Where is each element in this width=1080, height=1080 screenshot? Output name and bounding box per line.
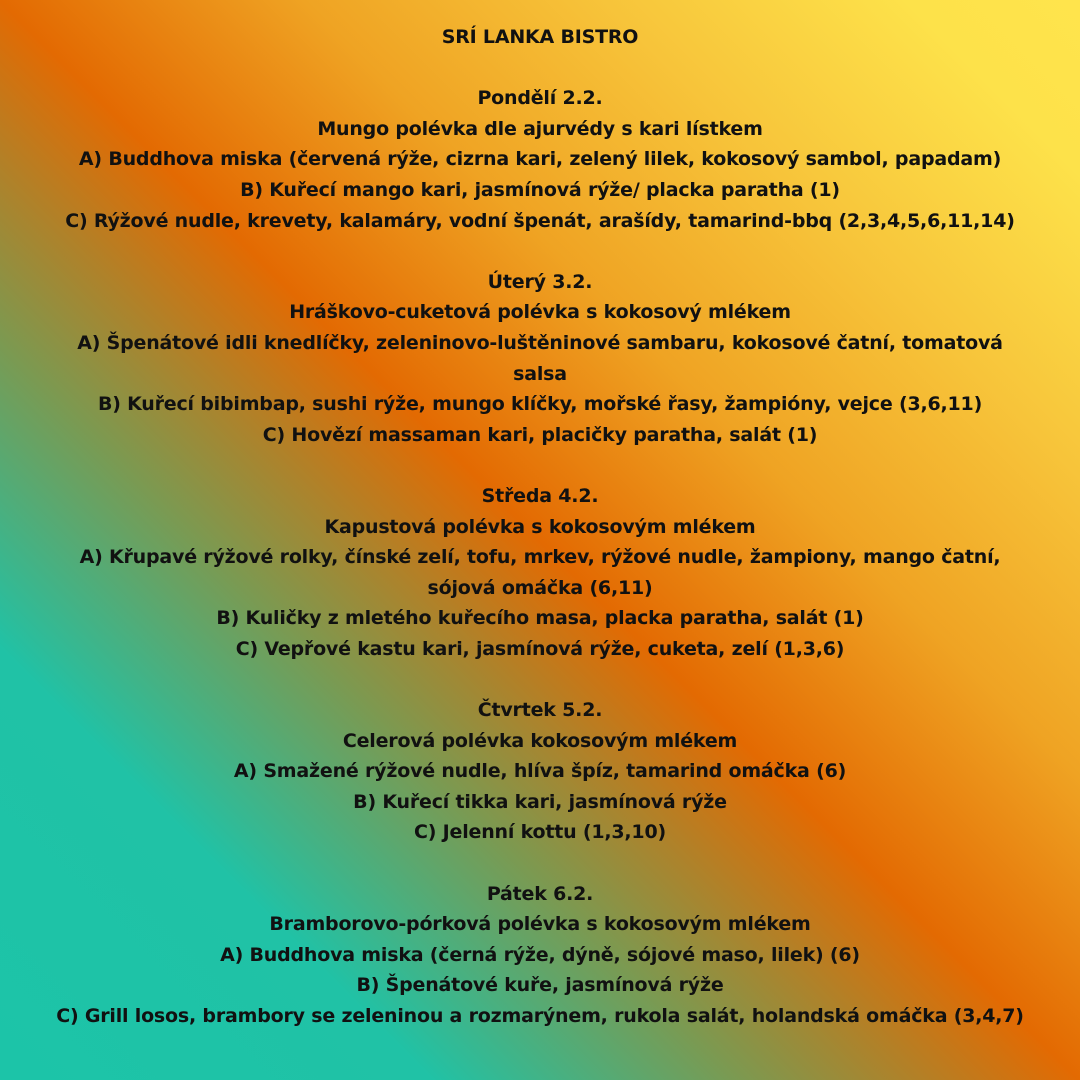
day-thursday (0, 695, 1080, 848)
soup-item: Hráškovo-cuketová polévka s kokosový mlékem (289, 301, 791, 324)
menu-item-a: A) Smažené rýžové nudle, hlíva špíz, tamarind omáčka (6) (233, 760, 847, 783)
menu-item-c: C) Hovězí massaman kari, placičky paratha, salát (1) (262, 423, 818, 446)
day-heading: Pondělí 2.2. (477, 87, 603, 110)
menu-item-a: A) Buddhova miska (červená rýže, cizrna kari, zelený lilek, kokosový sambol, papadam) (78, 148, 1002, 171)
day-friday (0, 879, 1080, 1032)
menu-item-b: B) Špenátové kuře, jasmínová rýže (356, 974, 724, 997)
day-heading: Úterý 3.2. (487, 270, 593, 293)
menu-item-b: B) Kuřecí bibimbap, sushi rýže, mungo klíčky, mořské řasy, žampióny, vejce (3,6,11) (97, 393, 983, 416)
menu-item-a: A) Špenátové idli knedlíčky, zeleninovo-luštěninové sambaru, kokosové čatní, tomatová salsa (77, 331, 1003, 385)
menu-item-c: C) Jelenní kottu (1,3,10) (414, 821, 666, 844)
menu-item-c: C) Grill losos, brambory se zeleninou a rozmarýnem, rukola salát, holandská omáčka (3,4,7) (56, 1005, 1024, 1027)
restaurant-title: SRÍ LANKA BISTRO (441, 26, 639, 48)
menu-item-c: C) Vepřové kastu kari, jasmínová rýže, cuketa, zelí (1,3,6) (235, 637, 845, 660)
day-heading: Čtvrtek 5.2. (477, 699, 603, 722)
menu-item-b: B) Kuřecí mango kari, jasmínová rýže/ placka paratha (1) (240, 178, 840, 201)
day-tuesday (0, 267, 1080, 451)
day-wednesday (0, 481, 1080, 665)
menu-item-b: B) Kuličky z mletého kuřecího masa, placka paratha, salát (1) (216, 607, 864, 630)
day-heading: Pátek 6.2. (486, 882, 594, 905)
soup-item: Celerová polévka kokosovým mlékem (342, 729, 738, 752)
soup-item: Mungo polévka dle ajurvédy s kari lístkem (317, 117, 763, 140)
soup-item: Kapustová polévka s kokosovým mlékem (324, 515, 756, 538)
menu-item-a: A) Buddhova miska (černá rýže, dýně, sójové maso, lilek) (6) (220, 943, 860, 966)
soup-item: Bramborovo-pórková polévka s kokosovým mlékem (269, 913, 811, 936)
day-monday (0, 83, 1080, 236)
menu-item-b: B) Kuřecí tikka kari, jasmínová rýže (353, 790, 727, 813)
menu-item-a: A) Křupavé rýžové rolky, čínské zelí, tofu, mrkev, rýžové nudle, žampiony, mango čatní, sójová omáčka (6,11) (79, 546, 1001, 599)
weekly-menu (0, 22, 1080, 1032)
menu-item-c: C) Rýžové nudle, krevety, kalamáry, vodní špenát, arašídy, tamarind-bbq (2,3,4,5,6,11,14) (65, 209, 1015, 232)
day-heading: Středa 4.2. (481, 484, 599, 507)
